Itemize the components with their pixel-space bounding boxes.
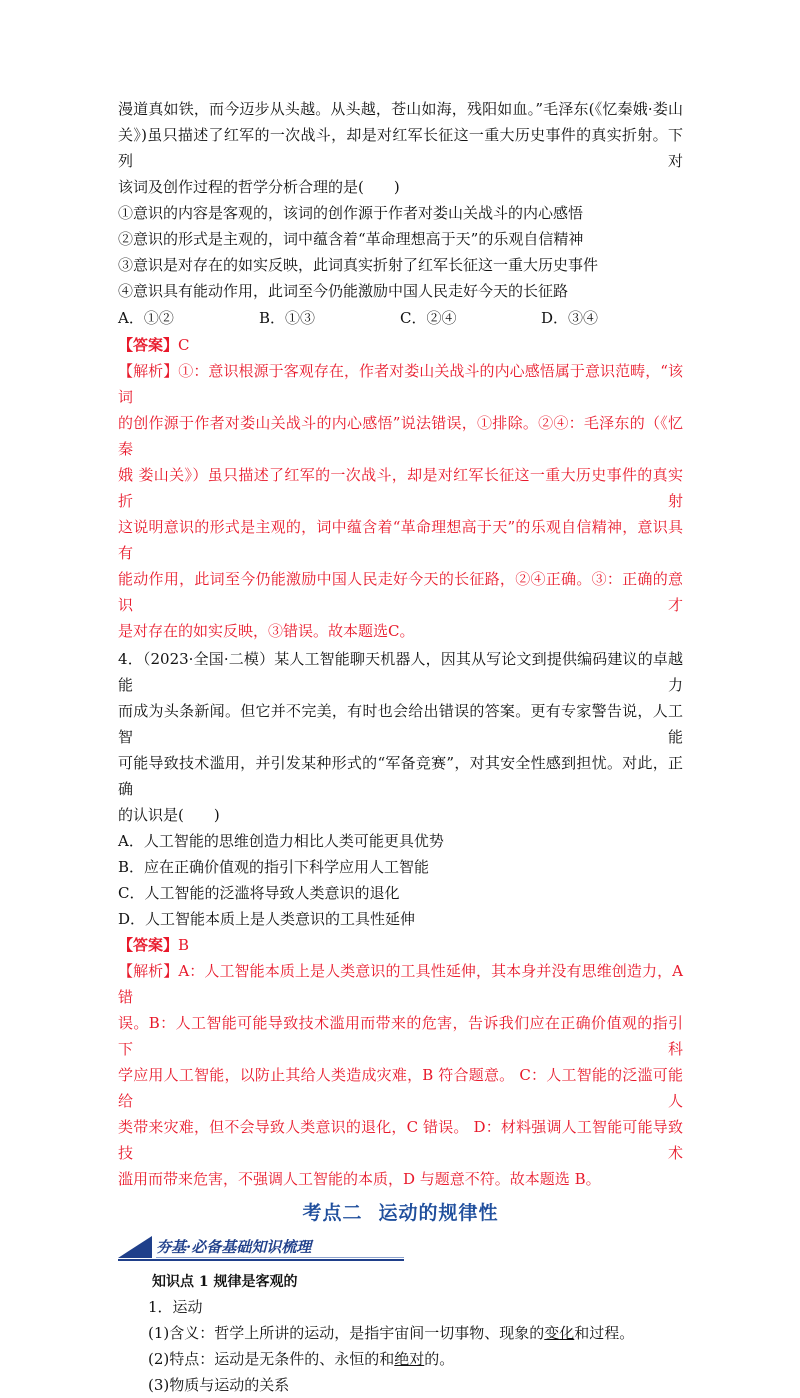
banner-bar-icon bbox=[118, 1236, 152, 1258]
q3-answer-tag: 【答案】 bbox=[118, 336, 179, 354]
q4-analysis-2: 误。B：人工智能可能导致技术滥用而带来的危害，告诉我们应在正确价值观的指引下科 bbox=[118, 1014, 683, 1058]
q4-line-4: 的认识是( ) bbox=[118, 806, 220, 824]
q3-options bbox=[118, 304, 683, 332]
q3-analysis-4: 这说明意识的形式是主观的，词中蕴含着“革命理想高于天”的乐观自信精神，意识具有 bbox=[118, 518, 683, 562]
item-definition bbox=[118, 1320, 683, 1346]
q4-option-a: A．人工智能的思维创造力相比人类可能更具优势 bbox=[118, 832, 444, 850]
q3-analysis-5: 能动作用，此词至今仍能激励中国人民走好今天的长征路，②④正确。③：正确的意识才 bbox=[118, 570, 683, 614]
item-relation: (3)物质与运动的关系 bbox=[148, 1376, 290, 1394]
item-definition-pre: (1)含义：哲学上所讲的运动，是指宇宙间一切事物、现象的 bbox=[148, 1324, 545, 1342]
section-title-text: 运动的规律性 bbox=[378, 1202, 499, 1224]
q3-analysis-3: 娥 娄山关》）虽只描述了红军的一次战斗，却是对红军长征这一重大历史事件的真实折射 bbox=[118, 466, 683, 510]
q4-option-c: C．人工智能的泛滥将导致人类意识的退化 bbox=[118, 884, 400, 902]
q4-answer-value: B bbox=[178, 936, 190, 954]
q4-line-3: 可能导致技术滥用，并引发某种形式的“军备竞赛”，对其安全性感到担忧。对此，正确 bbox=[118, 754, 683, 798]
item-definition-post: 和过程。 bbox=[574, 1324, 635, 1342]
q3-answer bbox=[118, 332, 683, 358]
q4-analysis-3: 学应用人工智能，以防止其给人类造成灾难，B 符合题意。 C：人工智能的泛滥可能给人 bbox=[118, 1066, 683, 1110]
q3-item-4: ④意识具有能动作用，此词至今仍能激励中国人民走好今天的长征路 bbox=[118, 282, 569, 300]
q4-line-1: 4．（2023·全国·二模）某人工智能聊天机器人，因其从写论文到提供编码建议的卓越能力 bbox=[118, 650, 683, 694]
section-title-number: 考点二 bbox=[302, 1202, 363, 1224]
q4-analysis-4: 类带来灾难，但不会导致人类意识的退化，C 错误。 D：材料强调人工智能可能导致技术 bbox=[118, 1118, 683, 1162]
section-banner bbox=[118, 1234, 404, 1262]
section-title bbox=[118, 1196, 683, 1230]
q3-item-3: ③意识是对存在的如实反映，此词真实折射了红军长征这一重大历史事件 bbox=[118, 256, 599, 274]
item-definition-underline: 变化 bbox=[544, 1324, 575, 1342]
q4-analysis-1: 【解析】A：人工智能本质上是人类意识的工具性延伸，其本身并没有思维创造力，A 错 bbox=[118, 962, 683, 1006]
q3-option-c: C．②④ bbox=[400, 309, 457, 327]
item-characteristic-pre: (2)特点：运动是无条件的、永恒的和 bbox=[148, 1350, 395, 1368]
page-content bbox=[118, 96, 683, 1398]
q3-option-d: D．③④ bbox=[541, 309, 599, 327]
knowledge-point-heading: 知识点 1 规律是客观的 bbox=[152, 1274, 298, 1290]
item-characteristic-post: 的。 bbox=[424, 1350, 455, 1368]
item-characteristic bbox=[118, 1346, 683, 1372]
banner-label: 夯基·必备基础知识梳理 bbox=[156, 1238, 312, 1256]
q3-analysis-6: 是对存在的如实反映，③错误。故本题选C。 bbox=[118, 622, 415, 640]
q3-analysis-2: 的创作源于作者对娄山关战斗的内心感悟”说法错误，①排除。②④：毛泽东的（《忆秦 bbox=[118, 414, 683, 458]
item-characteristic-underline: 绝对 bbox=[394, 1350, 425, 1368]
q3-analysis-1: 【解析】①：意识根源于客观存在，作者对娄山关战斗的内心感悟属于意识范畴，“该词 bbox=[118, 362, 683, 406]
q4-line-2: 而成为头条新闻。但它并不完美，有时也会给出错误的答案。更有专家警告说，人工智能 bbox=[118, 702, 683, 746]
q3-answer-value: C bbox=[178, 336, 190, 354]
q4-option-b: B．应在正确价值观的指引下科学应用人工智能 bbox=[118, 858, 430, 876]
q3-line-2: 关》)虽只描述了红军的一次战斗，却是对红军长征这一重大历史事件的真实折射。下列对 bbox=[118, 126, 683, 170]
q4-analysis-5: 滥用而带来危害，不强调人工智能的本质，D 与题意不符。故本题选 B。 bbox=[118, 1170, 601, 1188]
heading-motion: 1．运动 bbox=[148, 1298, 203, 1316]
q4-answer-tag: 【答案】 bbox=[118, 936, 179, 954]
q3-item-2: ②意识的形式是主观的，词中蕴含着“革命理想高于天”的乐观自信精神 bbox=[118, 230, 584, 248]
q3-line-3: 该词及创作过程的哲学分析合理的是( ) bbox=[118, 178, 400, 196]
q3-line-1: 漫道真如铁，而今迈步从头越。从头越，苍山如海，残阳如血。”毛泽东(《忆秦娥·娄山 bbox=[118, 100, 683, 118]
q4-answer bbox=[118, 932, 683, 958]
q3-option-a: A．①② bbox=[118, 309, 174, 327]
q3-item-1: ①意识的内容是客观的，该词的创作源于作者对娄山关战斗的内心感悟 bbox=[118, 204, 584, 222]
q4-option-d: D．人工智能本质上是人类意识的工具性延伸 bbox=[118, 910, 416, 928]
q3-option-b: B．①③ bbox=[259, 309, 316, 327]
